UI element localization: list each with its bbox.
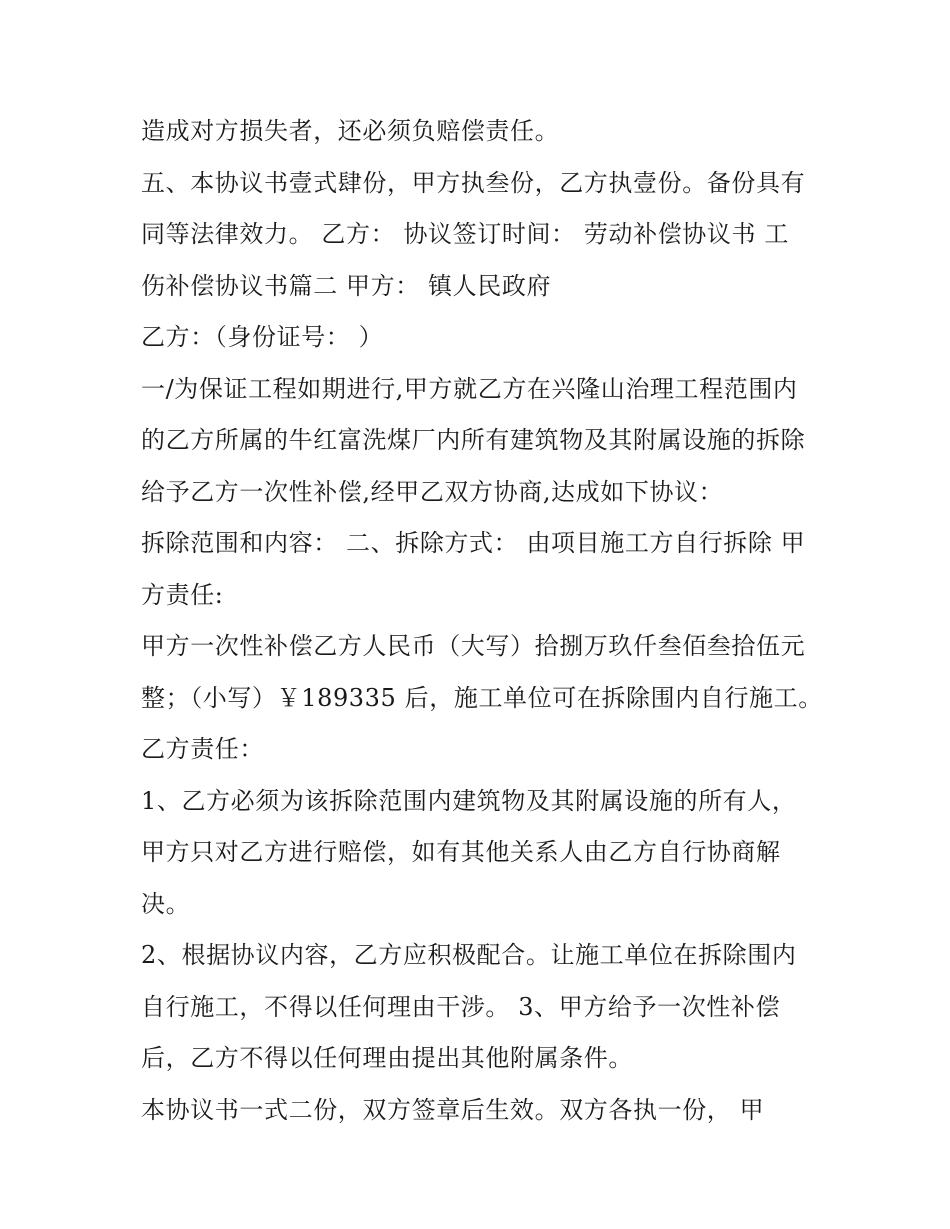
text-line: 乙方责任： xyxy=(141,735,264,763)
text-line: 一/为保证工程如期进行,甲方就乙方在兴隆山治理工程范围内 xyxy=(141,374,798,403)
text-line: 整；（小写）￥189335 后，施工单位可在拆除围内自行施工。 xyxy=(141,683,823,712)
text-line: 拆除范围和内容： 二、拆除方式： 由项目施工方自行拆除 甲 xyxy=(141,529,806,557)
text-line: 2、根据协议内容，乙方应积极配合。让施工单位在拆除围内 xyxy=(141,941,797,969)
text-line: 自行施工，不得以任何理由干涉。 3、甲方给予一次性补偿 xyxy=(141,992,781,1021)
text-line: 1、乙方必须为该拆除范围内建筑物及其附属设施的所有人， xyxy=(141,786,797,815)
text-line: 乙方：（身份证号： ） xyxy=(141,323,384,351)
text-line: 同等法律效力。 乙方： 协议签订时间： 劳动补偿协议书 工 xyxy=(141,220,789,248)
text-line: 造成对方损失者，还必须负赔偿责任。 xyxy=(141,117,560,145)
text-line: 后，乙方不得以任何理由提出其他附属条件。 xyxy=(141,1044,633,1072)
text-line: 给予乙方一次性补偿,经甲乙双方协商,达成如下协议： xyxy=(141,477,724,506)
text-line: 的乙方所属的牛红富洗煤厂内所有建筑物及其附属设施的拆除 xyxy=(141,426,806,454)
document-body xyxy=(141,106,821,1136)
text-line: 伤补偿协议书篇二 甲方： 镇人民政府 xyxy=(141,271,552,300)
text-line: 甲方一次性补偿乙方人民币（大写）拾捌万玖仟叁佰叁拾伍元 xyxy=(141,632,806,660)
text-line: 五、本协议书壹式肆份，甲方执叁份，乙方执壹份。备份具有 xyxy=(141,168,806,197)
text-line: 本协议书一式二份，双方签章后生效。双方各执一份， 甲 xyxy=(141,1095,765,1124)
text-line: 决。 xyxy=(141,889,191,918)
text-line: 甲方只对乙方进行赔偿，如有其他关系人由乙方自行协商解 xyxy=(141,838,781,866)
text-line: 方责任: xyxy=(141,580,224,609)
